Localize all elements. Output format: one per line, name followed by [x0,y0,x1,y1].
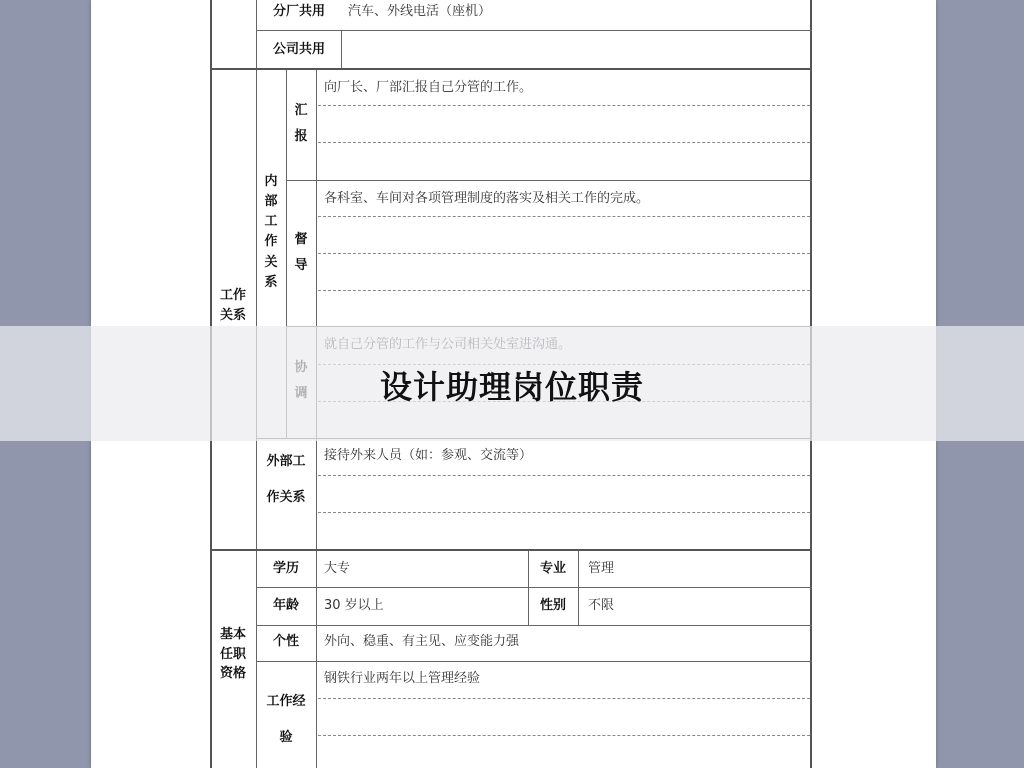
work-relations-label: 工作关系 [219,288,246,323]
factory-shared-label: 分厂共用 [272,4,325,19]
supervise-value: 各科室、车间对各项管理制度的落实及相关工作的完成。 [324,191,650,206]
row-line [256,30,812,31]
row-line [256,661,812,662]
major-value: 管理 [588,561,615,576]
experience-label: 工作经验 [266,694,306,745]
personality-label: 个性 [272,634,299,649]
col-line-4 [341,30,342,68]
row-line [256,625,812,626]
dashed-line [318,290,810,291]
age-value: 30 岁以上 [324,598,384,613]
external-relations-value: 接待外来人员（如：参观、交流等） [324,448,533,463]
external-relations-label: 外部工作关系 [266,454,306,505]
education-label: 学历 [272,561,299,576]
dashed-line [318,253,810,254]
report-value: 向厂长、厂部汇报自己分管的工作。 [324,80,533,95]
company-shared-label: 公司共用 [272,42,325,57]
experience-value: 钢铁行业两年以上管理经验 [324,671,481,686]
dashed-line [318,698,810,699]
internal-relations-label: 内部工作关系 [264,174,278,290]
dashed-line [318,512,810,513]
supervise-label: 督导 [294,232,308,273]
dashed-line [318,216,810,217]
major-label: 专业 [539,561,566,576]
row-line [256,587,812,588]
gender-label: 性别 [539,598,566,613]
personality-value: 外向、稳重、有主见、应变能力强 [324,634,520,649]
factory-shared-value: 汽车、外线电活（座机） [348,4,492,19]
banner-title: 设计助理岗位职责 [379,368,644,406]
dashed-line [318,142,810,143]
age-label: 年龄 [272,598,299,613]
dashed-line [318,105,810,106]
section-line [210,68,812,70]
gender-value: 不限 [588,598,615,613]
row-line [286,180,812,181]
report-label: 汇报 [294,103,308,144]
dashed-line [318,735,810,736]
education-value: 大专 [324,561,351,576]
qualifications-label: 基本任职资格 [219,627,246,681]
section-line [210,549,812,551]
dashed-line [318,475,810,476]
